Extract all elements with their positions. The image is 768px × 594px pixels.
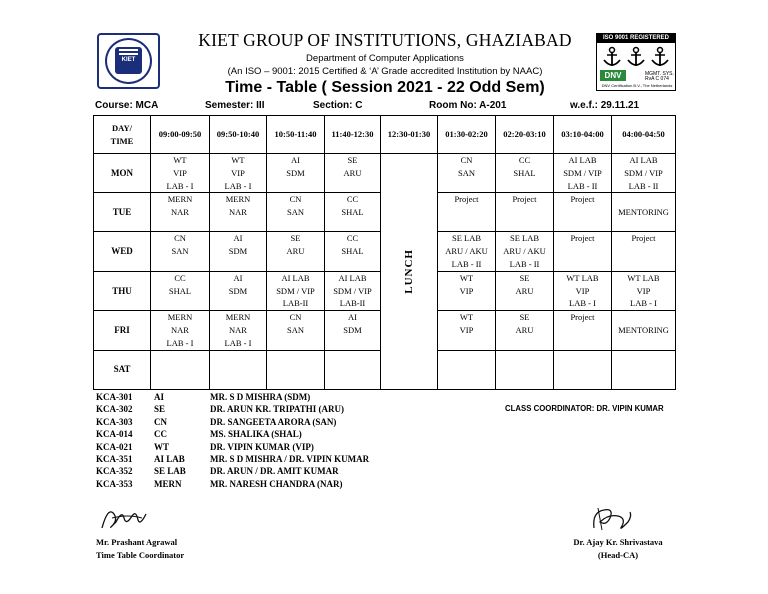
subject-abbr: AI <box>154 392 165 402</box>
day-label: MON <box>94 154 151 193</box>
class-cell <box>267 271 325 310</box>
class-cell <box>325 350 381 389</box>
class-cell <box>554 154 612 193</box>
cell-line: VIP <box>459 285 474 296</box>
institution-name: KIET GROUP OF INSTITUTIONS, GHAZIABAD <box>198 30 572 50</box>
time-slot-header: 02:20-03:10 <box>496 116 554 154</box>
cell-line: LAB - II <box>628 180 659 191</box>
class-cell <box>267 350 325 389</box>
subject-abbr: WT <box>154 441 170 452</box>
cell-line: SDM <box>343 324 362 335</box>
logo-text: KIET <box>121 57 136 63</box>
class-cell <box>438 271 496 310</box>
class-cell <box>325 311 381 350</box>
lunch-label: LUNCH <box>402 248 415 294</box>
cell-line: SDM <box>228 246 248 257</box>
signatory-right-name: Dr. Ajay Kr. Shrivastava <box>573 537 663 547</box>
cell-line: LAB - I <box>630 298 657 309</box>
cell-line: WT <box>459 312 474 323</box>
class-cell <box>496 232 554 271</box>
class-cell <box>496 193 554 232</box>
cell-line: MERN <box>225 312 251 323</box>
class-cell <box>438 193 496 232</box>
room-label: Room No: A-201 <box>429 100 507 111</box>
subject-abbr: CN <box>154 416 167 427</box>
class-cell <box>554 193 612 232</box>
cell-line: CN <box>289 194 302 205</box>
cell-line: SDM <box>286 167 305 178</box>
cell-line: SHAL <box>341 207 364 218</box>
class-cell <box>151 232 210 271</box>
cell-line: Project <box>570 312 595 323</box>
cell-line: NAR <box>229 324 247 335</box>
cell-line: SHAL <box>168 285 192 296</box>
class-cell <box>438 232 496 271</box>
cell-line: SAN <box>457 167 475 178</box>
class-cell <box>267 311 325 350</box>
legend-row <box>96 416 396 428</box>
cell-line: SHAL <box>341 246 364 257</box>
cell-line: Project <box>570 194 595 205</box>
subject-abbr: CC <box>154 429 167 440</box>
subject-code: KCA-351 <box>96 453 133 464</box>
cell-line: SHAL <box>513 167 536 178</box>
cell-line: MERN <box>167 312 193 323</box>
class-cell <box>325 271 381 310</box>
cell-line: LAB - II <box>567 180 598 191</box>
legend-row <box>96 391 396 403</box>
course-label: Course: MCA <box>95 100 159 111</box>
time-slot-header: 11:40-12:30 <box>325 116 381 154</box>
cell-line: CC <box>174 272 186 283</box>
subject-code: KCA-301 <box>96 392 133 402</box>
signatory-left <box>96 536 184 561</box>
signatory-right-role: (Head-CA) <box>597 549 639 560</box>
class-cell <box>612 232 676 271</box>
cell-line: MERN <box>167 194 193 205</box>
cell-line: MENTORING <box>618 324 669 335</box>
class-cell <box>612 271 676 310</box>
subject-code: KCA-014 <box>96 429 133 440</box>
cell-line: SAN <box>286 324 304 335</box>
cell-line: ARU <box>515 285 534 296</box>
class-cell <box>151 271 210 310</box>
cell-line: SDM / VIP <box>276 285 315 296</box>
corner-line: DAY/ <box>112 122 132 133</box>
faculty-name: MR. S D MISHRA (SDM) <box>210 392 311 402</box>
cell-line: VIP <box>575 285 590 296</box>
cell-line: WT <box>173 155 187 165</box>
cell-line: AI <box>291 155 300 165</box>
section-label: Section: C <box>313 100 363 111</box>
certification-body: DNV Certification B.V., The Netherlands <box>601 83 673 88</box>
cell-line: LAB - I <box>224 180 252 191</box>
cell-line: CC <box>346 194 359 205</box>
time-slot-header: 09:50-10:40 <box>210 116 267 154</box>
cell-line: WT <box>459 272 474 283</box>
class-cell <box>612 154 676 193</box>
cell-line: VIP <box>636 285 651 296</box>
faculty-name: DR. SANGEETA ARORA (SAN) <box>210 416 337 427</box>
class-cell <box>496 350 554 389</box>
dnv-badge: DNV <box>600 70 626 81</box>
faculty-name: DR. ARUN KR. TRIPATHI (ARU) <box>210 404 345 415</box>
day-label: TUE <box>94 193 151 232</box>
cell-line: MERN <box>225 194 251 205</box>
cell-line: ARU / AKU <box>445 246 488 257</box>
class-cell <box>210 193 267 232</box>
class-cell <box>438 154 496 193</box>
cell-line: NAR <box>171 207 189 218</box>
legend-row <box>96 428 396 440</box>
cell-line: LAB - I <box>166 180 194 191</box>
faculty-name: DR. ARUN / DR. AMIT KUMAR <box>210 466 339 477</box>
cell-line: SE <box>290 233 301 244</box>
subject-code: KCA-303 <box>96 416 133 427</box>
wef-label: w.e.f.: 29.11.21 <box>570 100 640 111</box>
subject-abbr: MERN <box>154 478 182 489</box>
timetable-grid <box>93 115 676 390</box>
cell-line: VIP <box>173 167 187 178</box>
cell-line: LAB - I <box>224 337 252 348</box>
legend-row <box>96 441 396 453</box>
cell-line: SE <box>347 155 358 165</box>
cell-line: AI <box>348 312 357 323</box>
cell-line: SAN <box>171 246 189 257</box>
cell-line: SAN <box>286 207 304 218</box>
cell-line: CN <box>460 155 473 165</box>
mgmt-sys-mark: MGMT. SYS. RvA C 074 <box>645 71 674 82</box>
cell-line: WT <box>231 155 245 165</box>
cell-line: WT LAB <box>627 272 660 283</box>
legend-row <box>96 403 396 415</box>
cell-line: ARU / AKU <box>503 246 546 257</box>
subject-abbr: AI LAB <box>154 453 185 464</box>
faculty-name: DR. VIPIN KUMAR (VIP) <box>210 441 314 452</box>
anchor-icon <box>625 46 647 68</box>
cell-line: AI <box>233 272 243 283</box>
class-cell <box>438 311 496 350</box>
lunch-cell <box>381 154 438 390</box>
class-cell <box>325 193 381 232</box>
cell-line: ARU <box>343 167 362 178</box>
class-cell <box>267 232 325 271</box>
signature-left <box>98 500 150 534</box>
class-cell <box>151 193 210 232</box>
cell-line: AI LAB <box>629 155 658 165</box>
cell-line: SE LAB <box>509 233 540 244</box>
anchor-icon <box>601 46 623 68</box>
cell-line: SE LAB <box>451 233 482 244</box>
cell-line: AI LAB <box>338 272 367 283</box>
subject-abbr: SE LAB <box>154 466 186 477</box>
cell-line: SDM / VIP <box>563 167 602 178</box>
cell-line: WT LAB <box>566 272 599 283</box>
cell-line: MENTORING <box>618 206 669 217</box>
class-cell <box>612 311 676 350</box>
cell-line: LAB-II <box>339 298 366 309</box>
subject-code: KCA-302 <box>96 404 133 415</box>
time-slot-header: 12:30-01:30 <box>381 116 438 154</box>
subject-legend <box>96 391 396 490</box>
class-cell <box>496 154 554 193</box>
cell-line: SE <box>519 272 530 283</box>
cell-line: LAB - I <box>166 337 194 348</box>
class-coordinator: CLASS COORDINATOR: DR. VIPIN KUMAR <box>505 404 664 413</box>
class-cell <box>210 311 267 350</box>
day-time-header <box>94 116 151 154</box>
cell-line: NAR <box>229 207 247 218</box>
class-cell <box>554 350 612 389</box>
class-cell <box>210 154 267 193</box>
legend-row <box>96 465 396 477</box>
class-cell <box>151 154 210 193</box>
cell-line: VIP <box>231 167 245 178</box>
class-cell <box>210 350 267 389</box>
faculty-name: MR. NARESH CHANDRA (NAR) <box>210 478 343 489</box>
time-slot-header: 10:50-11:40 <box>267 116 325 154</box>
cell-line: CC <box>346 233 359 244</box>
signatory-left-name: Mr. Prashant Agrawal <box>96 537 178 547</box>
day-label: THU <box>94 271 151 310</box>
day-label: FRI <box>94 311 151 350</box>
cell-line: Project <box>454 194 479 205</box>
subject-code: KCA-021 <box>96 441 133 452</box>
timetable-title: Time - Table ( Session 2021 - 22 Odd Sem) <box>225 79 545 96</box>
cell-line: AI LAB <box>568 155 597 165</box>
subject-abbr: SE <box>154 404 166 415</box>
cell-line: Project <box>570 233 595 244</box>
time-slot-header: 04:00-04:50 <box>612 116 676 154</box>
cell-line: LAB - II <box>509 258 540 269</box>
accreditation-line: (An ISO – 9001: 2015 Certified & ‘A’ Grade accredited Institution by NAAC) <box>227 66 543 77</box>
day-label: WED <box>94 232 151 271</box>
legend-row <box>96 453 396 465</box>
time-slot-header: 03:10-04:00 <box>554 116 612 154</box>
cell-line: ARU <box>286 246 305 257</box>
cell-line: VIP <box>459 324 474 335</box>
cell-line: Project <box>512 194 537 205</box>
subject-code: KCA-353 <box>96 478 133 489</box>
subject-code: KCA-352 <box>96 466 133 477</box>
class-cell <box>612 193 676 232</box>
class-cell <box>325 232 381 271</box>
faculty-name: MR. S D MISHRA / DR. VIPIN KUMAR <box>210 453 370 464</box>
corner-line: TIME <box>110 135 134 146</box>
class-cell <box>554 232 612 271</box>
cell-line: CC <box>518 155 531 165</box>
class-cell <box>210 271 267 310</box>
day-label: SAT <box>94 350 151 389</box>
signatory-left-role: Time Table Coordinator <box>96 549 185 560</box>
cell-line: Project <box>631 233 656 244</box>
cell-line: SDM / VIP <box>333 285 372 296</box>
class-cell <box>151 350 210 389</box>
cell-line: NAR <box>171 324 189 335</box>
logo-stripes <box>119 49 138 55</box>
class-cell <box>151 311 210 350</box>
class-cell <box>496 311 554 350</box>
faculty-name: MS. SHALIKA (SHAL) <box>210 429 302 440</box>
cell-line: ARU <box>515 324 534 335</box>
anchor-icon <box>649 46 671 68</box>
class-cell <box>438 350 496 389</box>
cell-line: LAB - I <box>569 298 596 309</box>
iso-certification-logo <box>596 33 676 91</box>
cell-line: LAB-II <box>282 298 309 309</box>
signatory-right <box>562 536 674 561</box>
cell-line: CN <box>174 233 186 244</box>
cell-line: CN <box>289 312 302 323</box>
cell-line: LAB - II <box>451 258 482 269</box>
cell-line: SE <box>519 312 530 323</box>
semester-label: Semester: III <box>205 100 265 111</box>
time-slot-header: 09:00-09:50 <box>151 116 210 154</box>
department-name: Department of Computer Applications <box>306 53 464 64</box>
cell-line: AI LAB <box>281 272 310 283</box>
cell-line: SDM <box>228 285 248 296</box>
cell-line: SDM / VIP <box>624 167 663 178</box>
class-cell <box>267 193 325 232</box>
class-cell <box>554 311 612 350</box>
class-cell <box>496 271 554 310</box>
signature-right <box>588 502 636 534</box>
class-cell <box>210 232 267 271</box>
legend-row <box>96 478 396 490</box>
class-cell <box>267 154 325 193</box>
cell-line: AI <box>233 233 243 244</box>
class-cell <box>325 154 381 193</box>
iso-banner: ISO 9001 REGISTERED <box>597 34 675 43</box>
class-cell <box>554 271 612 310</box>
class-cell <box>612 350 676 389</box>
time-slot-header: 01:30-02:20 <box>438 116 496 154</box>
